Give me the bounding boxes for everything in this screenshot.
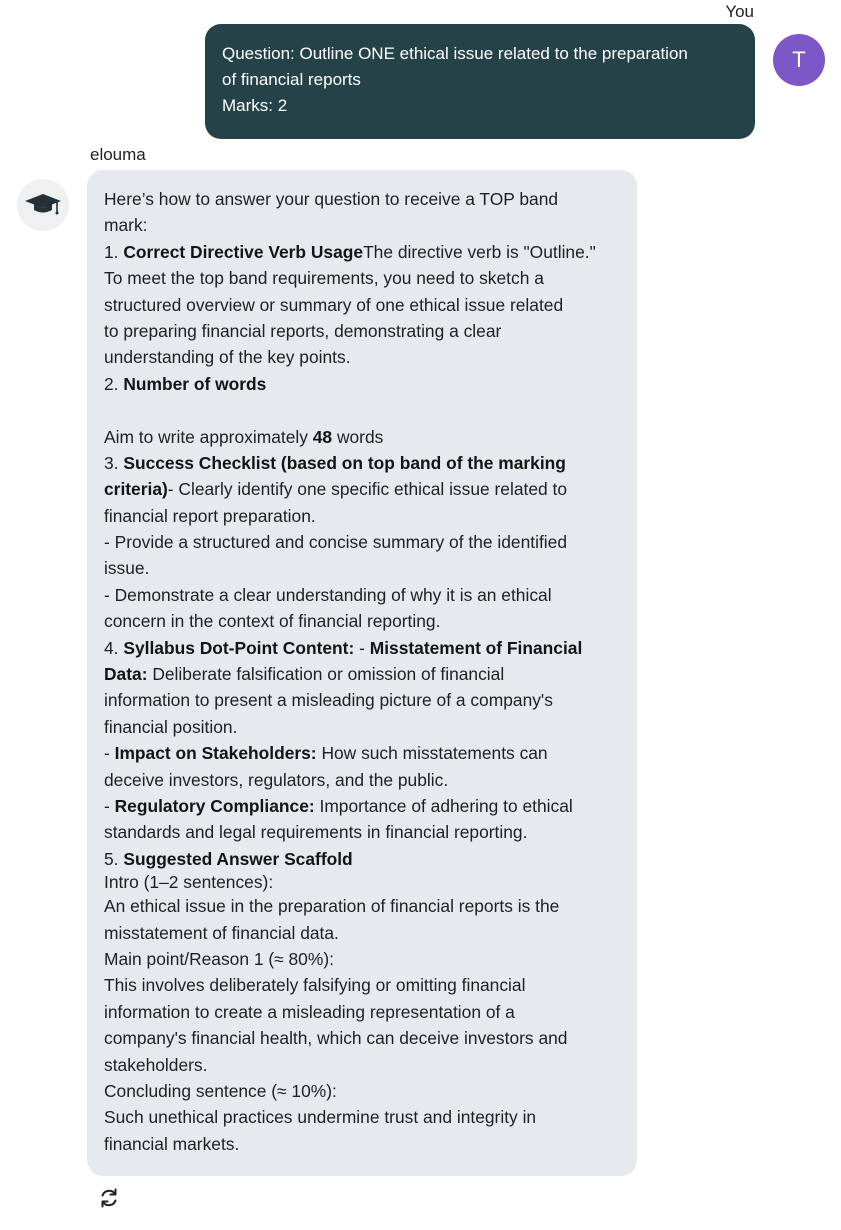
body-line: financial markets. [104,1133,240,1154]
section-number: 2. [104,373,124,394]
scaffold-label: Main point/Reason 1 (≈ 80%): [104,948,334,969]
item-title: Misstatement of Financial [369,637,583,658]
body-line: stakeholders. [104,1054,208,1075]
body-line: understanding of the key points. [104,347,351,368]
section-number: 3. [104,452,124,473]
section-directive-verb [104,239,637,265]
user-message-line: Marks: 2 [222,96,288,115]
body-text: Importance of adhering to ethical [314,795,573,816]
body-text: - [104,795,115,816]
body-line: An ethical issue in the preparation of financial reports is the [104,896,560,917]
section-syllabus-content [104,635,637,661]
bot-avatar [17,179,69,231]
body-text: words [332,426,384,447]
bot-name: elouma [90,145,146,164]
item-title: Data: [104,664,148,685]
body-line: company's financial health, which can deceive investors and [104,1028,568,1049]
body-line: financial report preparation. [104,505,316,526]
section-title: Syllabus Dot-Point Content: [123,637,355,658]
intro-line: mark: [104,215,148,236]
body-text: How such misstatements can [316,743,548,764]
user-avatar: T [773,34,825,86]
user-name: You [725,2,754,21]
body-text: - [354,637,370,658]
body-line: information to create a misleading representation of a [104,1001,515,1022]
section-title: criteria) [104,479,168,500]
section-number: 5. [104,848,124,869]
item-title: Regulatory Compliance: [114,795,315,816]
body-line: issue. [104,558,150,579]
word-count-value: 48 [312,426,333,447]
user-message-line: of financial reports [222,70,361,89]
user-message-line: Question: Outline ONE ethical issue related to the preparation [222,44,688,63]
body-line [104,793,637,819]
user-message [205,24,755,139]
refresh-icon [97,1186,121,1210]
section-title: Number of words [123,373,267,394]
spacer [104,397,637,423]
body-line: to preparing financial reports, demonstrating a clear [104,320,502,341]
body-line [104,476,637,502]
graduation-cap-icon [24,192,62,218]
bot-message [87,170,637,1176]
body-line: To meet the top band requirements, you need to sketch a [104,268,544,289]
section-number: 1. [104,241,124,262]
section-title: Success Checklist (based on top band of the marking [123,452,566,473]
section-title: Correct Directive Verb Usage [123,241,364,262]
body-line [104,661,637,687]
body-line: standards and legal requirements in financial reporting. [104,822,528,843]
scaffold-label: Intro (1–2 sentences): [104,872,274,893]
scaffold-label: Concluding sentence (≈ 10%): [104,1080,337,1101]
section-word-count [104,371,637,397]
body-text: - [104,743,115,764]
body-text: Deliberate falsification or omission of financial [147,664,505,685]
section-title: Suggested Answer Scaffold [123,848,353,869]
word-count-line [104,424,637,450]
body-line: This involves deliberately falsifying or omitting financial [104,975,526,996]
body-line: misstatement of financial data. [104,922,339,943]
body-line: information to present a misleading picture of a company's [104,690,553,711]
intro-line: Here’s how to answer your question to receive a TOP band [104,189,559,209]
body-text: Aim to write approximately [104,426,313,447]
body-line: financial position. [104,716,238,737]
item-title: Impact on Stakeholders: [114,743,317,764]
body-line [104,740,637,766]
body-line: Such unethical practices undermine trust and integrity in [104,1107,537,1128]
body-line: - Provide a structured and concise summary of the identified [104,532,568,553]
regenerate-button[interactable] [97,1186,121,1210]
body-line: - Demonstrate a clear understanding of why it is an ethical [104,584,552,605]
section-text: The directive verb is "Outline." [363,241,596,262]
section-number: 4. [104,637,124,658]
body-line: deceive investors, regulators, and the public. [104,769,449,790]
section-success-checklist [104,450,637,476]
body-line: structured overview or summary of one ethical issue related [104,294,564,315]
section-answer-scaffold [104,846,637,872]
body-text: - Clearly identify one specific ethical issue related to [167,479,568,500]
body-line: concern in the context of financial reporting. [104,611,441,632]
